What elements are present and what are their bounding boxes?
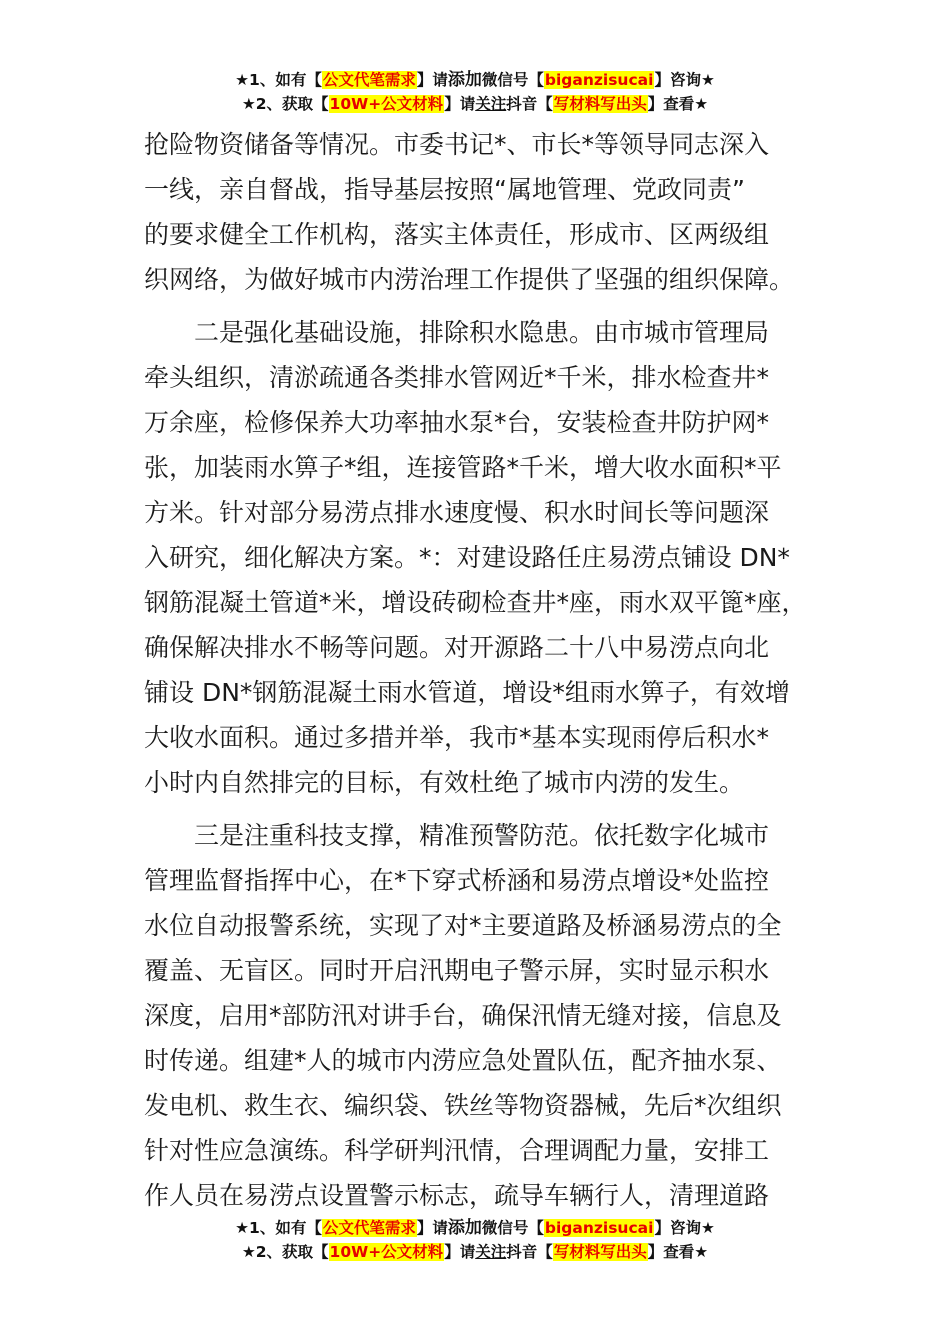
banner-highlight: 写材料写出头 [553, 95, 647, 113]
text-line: 张，加装雨水箅子*组，连接管路*千米，增大收水面积*平 [144, 453, 782, 482]
text-line: 三是注重科技支撑，精准预警防范。依托数字化城市 [144, 821, 770, 850]
banner-text: ★2、获取【 [241, 95, 329, 113]
text-line: 水位自动报警系统，实现了对*主要道路及桥涵易涝点的全 [144, 911, 782, 940]
text-line: 入研究，细化解决方案。*：对建设路任庄易涝点铺设 DN* [144, 543, 790, 572]
footer-banner [0, 1216, 950, 1264]
banner-highlight: 公文代笔需求 [322, 71, 416, 89]
banner-highlight: biganzisucai [544, 71, 654, 89]
banner-text: 】请 [444, 95, 476, 113]
text-line: 抢险物资储备等情况。市委书记*、市长*等领导同志深入 [144, 130, 770, 159]
text-line: 牵头组织，清淤疏通各类排水管网近*千米，排水检查井* [144, 363, 770, 392]
text-line: 铺设 DN*钢筋混凝土雨水管道，增设*组雨水箅子，有效增 [144, 678, 790, 707]
banner-highlight: 公文代笔需求 [322, 1219, 416, 1237]
text-line: 织网络，为做好城市内涝治理工作提供了坚强的组织保障。 [144, 265, 795, 294]
paragraph-2 [144, 310, 814, 805]
paragraph-3 [144, 813, 814, 1218]
text-line: 万余座，检修保养大功率抽水泵*台，安装检查井防护网* [144, 408, 770, 437]
text-line: 钢筋混凝土管道*米，增设砖砌检查井*座，雨水双平篦*座， [144, 588, 807, 617]
banner-line-2 [0, 92, 950, 116]
text-line: 管理监督指挥中心，在*下穿式桥涵和易涝点增设*处监控 [144, 866, 770, 895]
banner-text: 抖音【 [506, 95, 553, 113]
banner-emphasis: 添加 [447, 70, 482, 90]
banner-text: ★1、如有【 [235, 1219, 322, 1237]
text-line: 的要求健全工作机构，落实主体责任，形成市、区两级组 [144, 220, 770, 249]
text-line: 一线，亲自督战，指导基层按照“属地管理、党政同责” [144, 175, 745, 204]
text-line: 针对性应急演练。科学研判汛情，合理调配力量，安排工 [144, 1136, 770, 1165]
text-line: 二是强化基础设施，排除积水隐患。由市城市管理局 [144, 318, 770, 347]
banner-text: 】咨询★ [654, 71, 715, 89]
header-banner [0, 68, 950, 116]
text-line: 覆盖、无盲区。同时开启汛期电子警示屏，实时显示积水 [144, 956, 770, 985]
banner-text: 】咨询★ [654, 1219, 715, 1237]
banner-text: 】请 [416, 71, 448, 89]
banner-emphasis: 添加 [447, 1218, 482, 1238]
text-line: 大收水面积。通过多措并举，我市*基本实现雨停后积水* [144, 723, 770, 752]
banner-text: 】请 [444, 1243, 476, 1261]
text-line: 发电机、救生衣、编织袋、铁丝等物资器械，先后*次组织 [144, 1091, 782, 1120]
banner-text: 】查看★ [647, 95, 709, 113]
banner-line-1 [0, 68, 950, 92]
paragraph-1 [144, 122, 814, 302]
banner-highlight: biganzisucai [544, 1219, 654, 1237]
banner-emphasis: 关注 [475, 95, 507, 113]
banner-line-1 [0, 1216, 950, 1240]
text-line: 时传递。组建*人的城市内涝应急处置队伍，配齐抽水泵、 [144, 1046, 782, 1075]
banner-text: 微信号【 [481, 71, 544, 89]
banner-highlight: 写材料写出头 [553, 1243, 647, 1261]
text-line: 小时内自然排完的目标，有效杜绝了城市内涝的发生。 [144, 768, 745, 797]
banner-line-2 [0, 1240, 950, 1264]
text-line: 作人员在易涝点设置警示标志，疏导车辆行人，清理道路 [144, 1181, 770, 1210]
text-line: 深度，启用*部防汛对讲手台，确保汛情无缝对接，信息及 [144, 1001, 782, 1030]
banner-text: 】请 [416, 1219, 448, 1237]
banner-text: 微信号【 [481, 1219, 544, 1237]
document-body [144, 122, 814, 1218]
banner-highlight: 10W+公文材料 [329, 95, 444, 113]
banner-highlight: 10W+公文材料 [329, 1243, 444, 1261]
text-line: 确保解决排水不畅等问题。对开源路二十八中易涝点向北 [144, 633, 770, 662]
banner-emphasis: 关注 [475, 1243, 507, 1261]
text-line: 方米。针对部分易涝点排水速度慢、积水时间长等问题深 [144, 498, 770, 527]
banner-text: ★2、获取【 [241, 1243, 329, 1261]
banner-text: ★1、如有【 [235, 71, 322, 89]
banner-text: 】查看★ [647, 1243, 709, 1261]
banner-text: 抖音【 [506, 1243, 553, 1261]
